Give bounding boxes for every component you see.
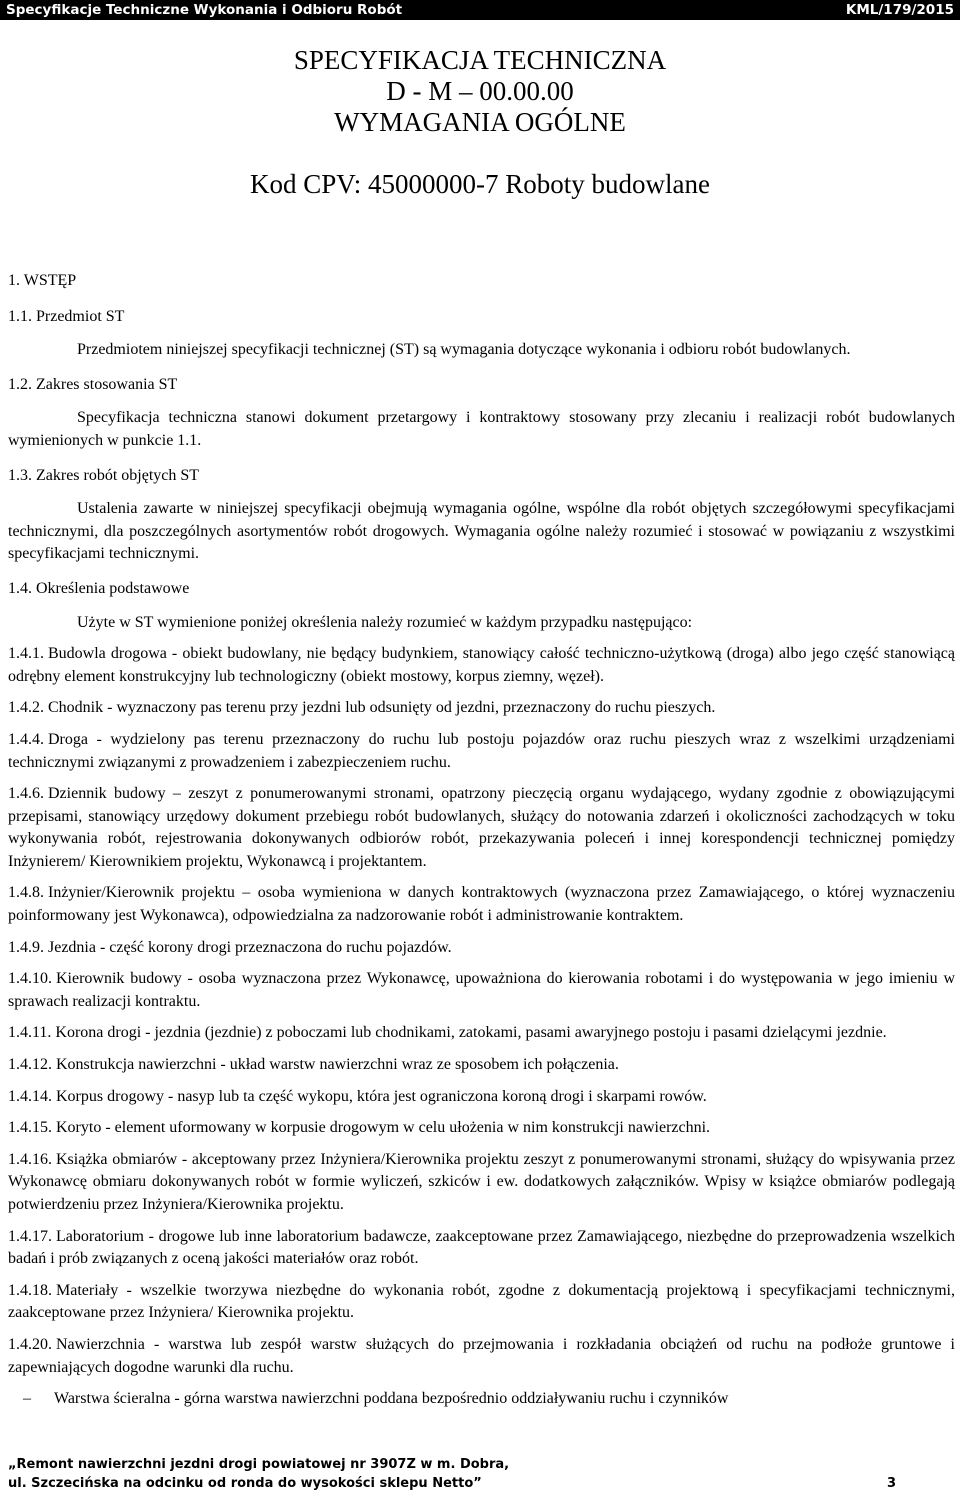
paragraph-1-2: Specyfikacja techniczna stanowi dokument przetargowy i kontraktowy stosowany przy zlecaniu i realizacji robót budowlanych wymienionych w punkcie 1.1. bbox=[8, 409, 955, 449]
definition-text: Inżynier/Kierownik projektu – osoba wymieniona w danych kontraktowych (wyznaczona przez Zamawiającego, o której wyznaczeniu poinformowany jest Wykonawca), odpowiedzialna za nadzorowanie robót i administrowanie kontraktem. bbox=[8, 884, 955, 925]
definition-item bbox=[8, 643, 955, 688]
definition-text: Książka obmiarów - akceptowany przez Inżyniera/Kierownika projektu zeszyt z ponumerowanymi stronami, służący do wpisywania przez Wykonawcę obmiaru dokonywanych robót w formie wyliczeń, szkiców i ew. dodatkowych załączników. Wpisy w książce obmiarów podlegają potwierdzeniu przez Inżyniera/Kierownika projektu. bbox=[8, 1150, 955, 1213]
section-heading-1-4: 1.4. Określenia podstawowe bbox=[8, 579, 190, 597]
definition-item bbox=[8, 1022, 955, 1045]
definition-number: 1.4.4. bbox=[8, 730, 44, 748]
section-heading-1-3: 1.3. Zakres robót objętych ST bbox=[8, 466, 200, 484]
page-number: 3 bbox=[886, 1476, 896, 1491]
footer-project-line-1: „Remont nawierzchni jezdni drogi powiatowej nr 3907Z w m. Dobra, bbox=[8, 1457, 510, 1472]
spec-code: D - M – 00.00.00 bbox=[386, 76, 574, 106]
definition-text: Laboratorium - drogowe lub inne laboratorium badawcze, zaakceptowane przez Zamawiającego, niezbędne do przeprowadzenia wszelkich badań i prób związanych z oceną jakości materiałów oraz robót. bbox=[8, 1227, 955, 1268]
definition-item bbox=[8, 1149, 955, 1217]
header-document-code: KML/179/2015 bbox=[845, 2, 954, 18]
definition-item bbox=[8, 697, 955, 720]
running-header bbox=[0, 0, 960, 20]
definition-number: 1.4.15. bbox=[8, 1119, 52, 1137]
document-body bbox=[8, 270, 955, 1411]
definition-text: Koryto - element uformowany w korpusie drogowym w celu ułożenia w nim konstrukcji nawierzchni. bbox=[56, 1119, 711, 1137]
definition-number: 1.4.12. bbox=[8, 1056, 52, 1074]
definition-number: 1.4.6. bbox=[8, 785, 44, 803]
definition-text: Jezdnia - część korony drogi przeznaczona do ruchu pojazdów. bbox=[48, 938, 452, 956]
paragraph-1-4: Użyte w ST wymienione poniżej określenia należy rozumieć w każdym przypadku następująco: bbox=[77, 613, 693, 631]
definition-text: Kierownik budowy - osoba wyznaczona przez Wykonawcę, upoważniona do kierowania robotami i do występowania w jego imieniu w sprawach realizacji kontraktu. bbox=[8, 970, 955, 1010]
definition-text: Korpus drogowy - nasyp lub ta część wykopu, która jest ograniczona koroną drogi i skarpami rowów. bbox=[56, 1087, 707, 1105]
section-heading-1-1: 1.1. Przedmiot ST bbox=[8, 307, 125, 325]
footer-project-line-2: ul. Szczecińska na odcinku od ronda do wysokości sklepu Netto” bbox=[8, 1476, 482, 1491]
definition-number: 1.4.2. bbox=[8, 699, 44, 717]
definition-item bbox=[8, 968, 955, 1013]
spec-subtitle: WYMAGANIA OGÓLNE bbox=[334, 107, 626, 137]
definition-text: Nawierzchnia - warstwa lub zespół warstw służących do przejmowania i rozkładania obciążeń od ruchu na podłoże gruntowe i zapewniających dogodne warunki dla ruchu. bbox=[8, 1335, 955, 1376]
definition-item bbox=[8, 1226, 955, 1271]
dash-bullet: – bbox=[23, 1390, 31, 1408]
definition-number: 1.4.20. bbox=[8, 1335, 52, 1353]
section-heading-1-2: 1.2. Zakres stosowania ST bbox=[8, 375, 178, 393]
paragraph-1-1: Przedmiotem niniejszej specyfikacji technicznej (ST) są wymagania dotyczące wykonania i odbioru robót budowlanych. bbox=[77, 341, 851, 359]
definition-text: Dziennik budowy – zeszyt z ponumerowanymi stronami, opatrzony pieczęcią organu wydającego, wydany zgodnie z obowiązującymi przepisami, stanowiący urzędowy dokument przebiegu robót budowlanych, służący do notowania zdarzeń i okoliczności zachodzących w toku wykonywania robót, rejestrowania dokonywanych odbiorów robót, przekazywania poleceń i innej korespondencji technicznej pomiędzy Inżynierem/ Kierownikiem projektu, Wykonawcą i projektantem. bbox=[8, 785, 955, 870]
definition-item bbox=[8, 783, 955, 873]
bullet-text: Warstwa ścieralna - górna warstwa nawierzchni poddana bezpośrednio oddziaływaniu ruchu i czynników bbox=[54, 1390, 729, 1408]
definition-number: 1.4.11. bbox=[8, 1024, 52, 1042]
definition-text: Konstrukcja nawierzchni - układ warstw nawierzchni wraz ze sposobem ich połączenia. bbox=[56, 1056, 619, 1074]
definition-number: 1.4.9. bbox=[8, 938, 44, 956]
definition-text: Korona drogi - jezdnia (jezdnie) z poboczami lub chodnikami, zatokami, pasami awaryjnego postoju i pasami dzielącymi jezdnie. bbox=[55, 1024, 887, 1042]
definition-number: 1.4.1. bbox=[8, 645, 44, 663]
spec-title: SPECYFIKACJA TECHNICZNA bbox=[293, 45, 667, 75]
definition-number: 1.4.8. bbox=[8, 884, 44, 902]
definition-text: Droga - wydzielony pas terenu przeznaczony do ruchu lub postoju pojazdów oraz ruchu pieszych wraz z wszelkimi urządzeniami technicznymi związanymi z prowadzeniem i zabezpieczeniem ruchu. bbox=[8, 730, 955, 771]
bullet-item bbox=[8, 1388, 955, 1411]
page-footer bbox=[8, 1455, 948, 1493]
definition-number: 1.4.18. bbox=[8, 1281, 52, 1299]
definition-item bbox=[8, 1334, 955, 1379]
definition-item bbox=[8, 937, 955, 960]
definition-number: 1.4.17. bbox=[8, 1227, 52, 1245]
definition-text: Chodnik - wyznaczony pas terenu przy jezdni lub odsunięty od jezdni, przeznaczony do ruchu pieszych. bbox=[48, 699, 716, 717]
definition-number: 1.4.16. bbox=[8, 1150, 52, 1168]
definition-text: Materiały - wszelkie tworzywa niezbędne do wykonania robót, zgodne z dokumentacją projektową i specyfikacjami technicznymi, zaakceptowane przez Inżyniera/ Kierownika projektu. bbox=[8, 1281, 955, 1322]
definition-item bbox=[8, 1086, 955, 1109]
cpv-code: Kod CPV: 45000000-7 Roboty budowlane bbox=[250, 169, 710, 199]
paragraph-1-3: Ustalenia zawarte w niniejszej specyfikacji obejmują wymagania ogólne, wspólne dla robót objętych szczegółowymi specyfikacjami technicznymi, dla poszczególnych asortymentów robót drogowych. Wymagania ogólne należy rozumieć i stosować w powiązaniu z wszystkimi specyfikacjami technicznymi. bbox=[8, 500, 955, 563]
definition-number: 1.4.10. bbox=[8, 970, 52, 988]
definition-item bbox=[8, 1280, 955, 1325]
header-document-title: Specyfikacje Techniczne Wykonania i Odbioru Robót bbox=[6, 2, 403, 18]
definition-item bbox=[8, 882, 955, 927]
section-heading-1: 1. WSTĘP bbox=[8, 272, 77, 289]
definition-item bbox=[8, 1117, 955, 1140]
definition-item bbox=[8, 1054, 955, 1077]
definition-text: Budowla drogowa - obiekt budowlany, nie będący budynkiem, stanowiący całość techniczno-użytkową (droga) albo jego część stanowiącą odrębny element konstrukcyjny lub technologiczny (obiekt mostowy, korpus ziemny, węzeł). bbox=[8, 645, 955, 685]
definition-number: 1.4.14. bbox=[8, 1087, 52, 1105]
definition-item bbox=[8, 729, 955, 774]
